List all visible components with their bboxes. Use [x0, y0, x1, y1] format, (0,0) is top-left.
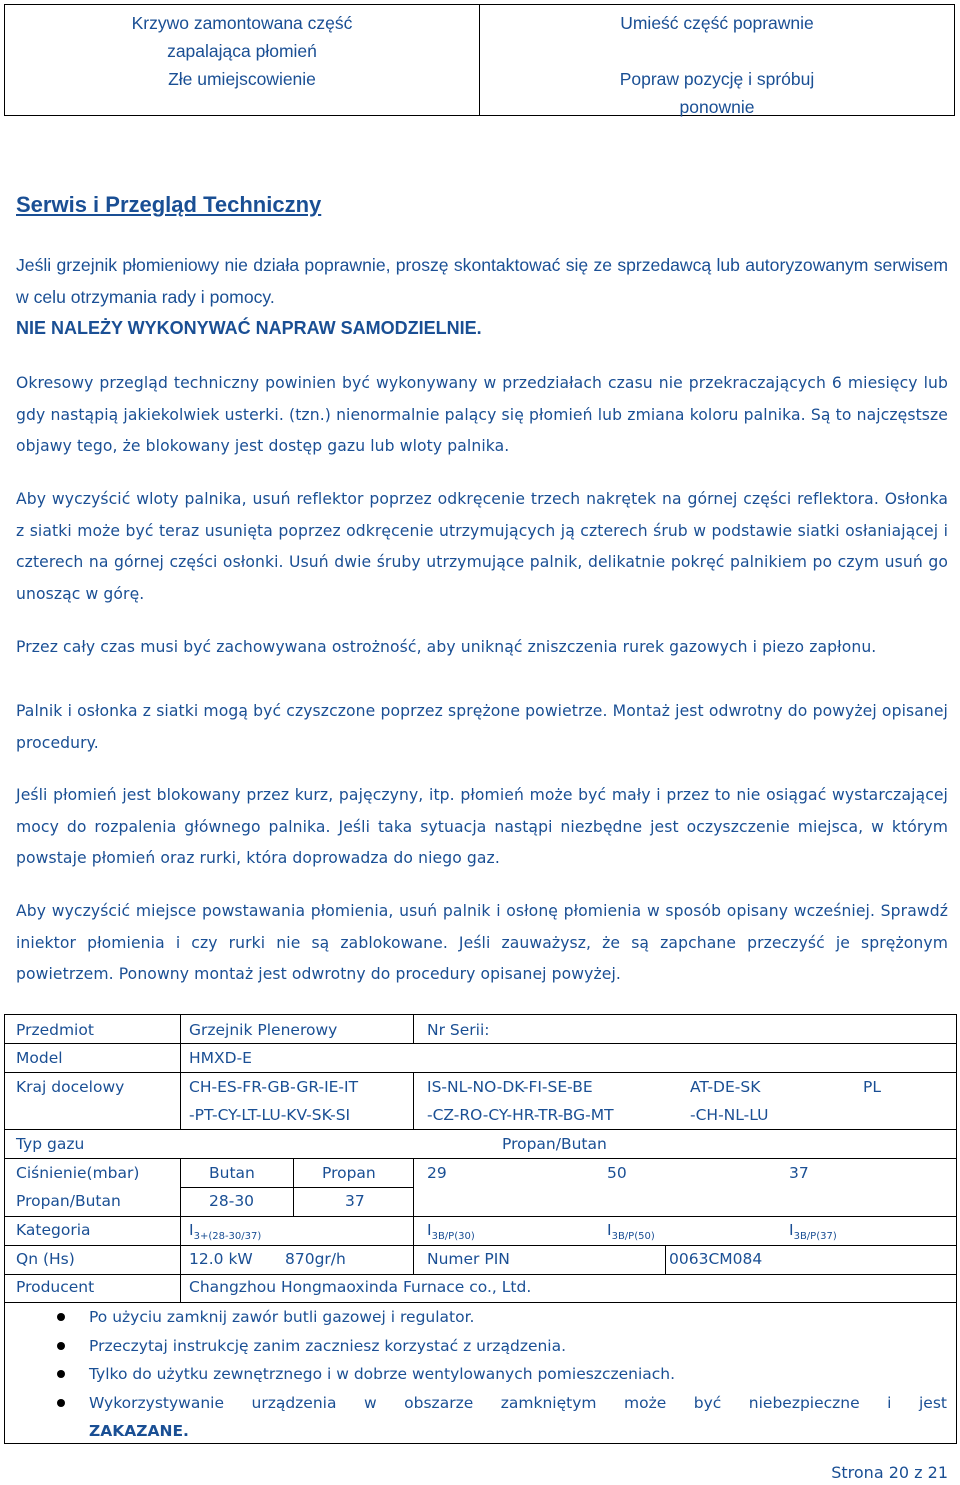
- bullet-dot: [57, 1313, 65, 1321]
- country-group-3a: AT-DE-SK: [690, 1078, 761, 1096]
- paragraph-inspection: Okresowy przegląd techniczny powinien być wykonywany w przedziałach czasu nie przekraczających 6 miesięcy lub gdy nastąpią jakiekolwiek usterki. (tzn.) nienormalnie palący się płomień lub zmiana koloru palnika. Są to najczęstsze objawy tego, że blokowany jest dostęp gazu lub wloty palnika.: [16, 374, 948, 455]
- label-pin: Numer PIN: [427, 1250, 510, 1268]
- page-number: Strona 20 z 21: [831, 1463, 948, 1482]
- cause-line: Złe umiejscowienie: [168, 69, 316, 89]
- label-country: Kraj docelowy: [16, 1078, 125, 1096]
- solution-line-1: Umieść część poprawnie: [620, 13, 814, 33]
- paragraph-caution: Przez cały czas musi być zachowywana ostrożność, aby uniknąć zniszczenia rurek gazowych i piezo zapłonu.: [16, 638, 877, 656]
- pressure-butan-label: Butan: [209, 1164, 255, 1182]
- label-qn: Qn (Hs): [16, 1250, 75, 1268]
- paragraph-flame-blocked: Jeśli płomień jest blokowany przez kurz, pajęczyny, itp. płomień może być mały i przez to nie osiągać wystarczającej mocy do rozpalenia głównego palnika. Jeśli taka sytuacja nastąpi niezbędne jest oczyszczenie miejsca, w którym powstaje płomień oraz rurki, która doprowadza do niego gaz.: [16, 786, 948, 867]
- spec-table: [4, 1014, 957, 1444]
- value-item: Grzejnik Plenerowy: [189, 1021, 338, 1039]
- value-gas-type: Propan/Butan: [502, 1135, 607, 1153]
- bullet-item-2: Przeczytaj instrukcję zanim zaczniesz korzystać z urządzenia.: [89, 1337, 567, 1355]
- label-gas-type: Typ gazu: [16, 1135, 85, 1153]
- section-title: Serwis i Przegląd Techniczny: [16, 192, 322, 217]
- pressure-butan-value: 28-30: [209, 1192, 255, 1210]
- bullet-item-3: Tylko do użytku zewnętrznego i w dobrze wentylowanych pomieszczeniach.: [89, 1365, 676, 1383]
- bullet-item-4: Wykorzystywanie urządzenia w obszarze zamkniętym może być niebezpieczne i jest: [89, 1394, 947, 1412]
- label-serial: Nr Serii:: [427, 1021, 490, 1039]
- problem-line-1: Krzywo zamontowana część: [131, 13, 353, 33]
- bullet-dot: [57, 1399, 65, 1407]
- solution-cell: [479, 5, 954, 115]
- category-3: $I_{3B/P(50)}$: [607, 1221, 655, 1242]
- warning-text: NIE NALEŻY WYKONYWAĆ NAPRAW SAMODZIELNIE.: [16, 318, 482, 338]
- country-group-2b: -CZ-RO-CY-HR-TR-BG-MT: [427, 1106, 614, 1124]
- bullet-item-1: Po użyciu zamknij zawór butli gazowej i regulator.: [89, 1308, 475, 1326]
- paragraph-burner-cleaning: Aby wyczyścić wloty palnika, usuń reflektor poprzez odkręcenie trzech nakrętek na górnej części reflektora. Osłonka z siatki może być teraz usunięta poprzez odkręcenie utrzymujących ją czterech śrub w podstawie siatki osłaniającej i czterech na górnej części osłonki. Usuń dwie śruby utrzymujące palnik, delikatnie pokręć palnikiem po czym usuń go unosząc w górę.: [16, 490, 948, 603]
- label-item: Przedmiot: [16, 1021, 94, 1039]
- pressure-group-2: 29: [427, 1164, 447, 1182]
- pressure-group-4: 37: [789, 1164, 809, 1182]
- category-2: $I_{3B/P(30)}$: [427, 1221, 475, 1242]
- troubleshooting-table: [4, 4, 955, 116]
- value-qn-kw: 12.0 kW: [189, 1250, 253, 1268]
- value-producer: Changzhou Hongmaoxinda Furnace co., Ltd.: [189, 1278, 532, 1296]
- value-pin: 0063CM084: [669, 1250, 763, 1268]
- solution-line-2: Popraw pozycję i spróbuj: [619, 69, 815, 89]
- value-qn-gh: 870gr/h: [285, 1250, 346, 1268]
- pressure-propan-value: 37: [345, 1192, 365, 1210]
- country-group-3b: -CH-NL-LU: [690, 1106, 769, 1124]
- bullet-item-4-emphasis: ZAKAZANE.: [89, 1422, 189, 1440]
- label-category: Kategoria: [16, 1221, 91, 1239]
- paragraph-compressed-air: Palnik i osłonka z siatki mogą być czyszczone poprzez sprężone powietrze. Montaż jest odwrotny do powyżej opisanej procedury.: [16, 702, 948, 752]
- country-group-1b: -PT-CY-LT-LU-KV-SK-SI: [189, 1106, 351, 1124]
- country-group-1a: CH-ES-FR-GB-GR-IE-IT: [189, 1078, 359, 1096]
- category-1: $I_{3+(28-30/37)}$: [189, 1221, 262, 1242]
- country-group-4: PL: [863, 1078, 881, 1096]
- country-group-2a: IS-NL-NO-DK-FI-SE-BE: [427, 1078, 593, 1096]
- value-model: HMXD-E: [189, 1049, 252, 1067]
- paragraph-contact: [16, 250, 948, 345]
- pressure-group-3: 50: [607, 1164, 627, 1182]
- label-model: Model: [16, 1049, 63, 1067]
- paragraph-contact-text: Jeśli grzejnik płomieniowy nie działa poprawnie, proszę skontaktować się ze sprzedawcą lub autoryzowanym serwisem w celu otrzymania rady i pomocy.: [16, 255, 948, 307]
- paragraph-pilot-cleaning: Aby wyczyścić miejsce powstawania płomienia, usuń palnik i osłonę płomienia w sposób opisany wcześniej. Sprawdź iniektor płomienia i czy rurki nie są zablokowane. Jeśli zauważysz, że są zapchane przeczyść je sprężonym powietrzem. Ponowny montaż jest odwrotny do procedury opisanej powyżej.: [16, 902, 948, 983]
- label-pressure: Ciśnienie(mbar): [16, 1164, 140, 1182]
- label-producer: Producent: [16, 1278, 95, 1296]
- spacer: [480, 37, 954, 65]
- bullet-dot: [57, 1342, 65, 1350]
- bullet-dot: [57, 1370, 65, 1378]
- problem-cell: [5, 5, 479, 115]
- category-4: $I_{3B/P(37)}$: [789, 1221, 837, 1242]
- problem-line-2: zapalająca płomień: [167, 41, 317, 61]
- label-pressure-gas: Propan/Butan: [16, 1192, 121, 1210]
- pressure-propan-label: Propan: [322, 1164, 376, 1182]
- solution-line-3: ponownie: [679, 97, 755, 117]
